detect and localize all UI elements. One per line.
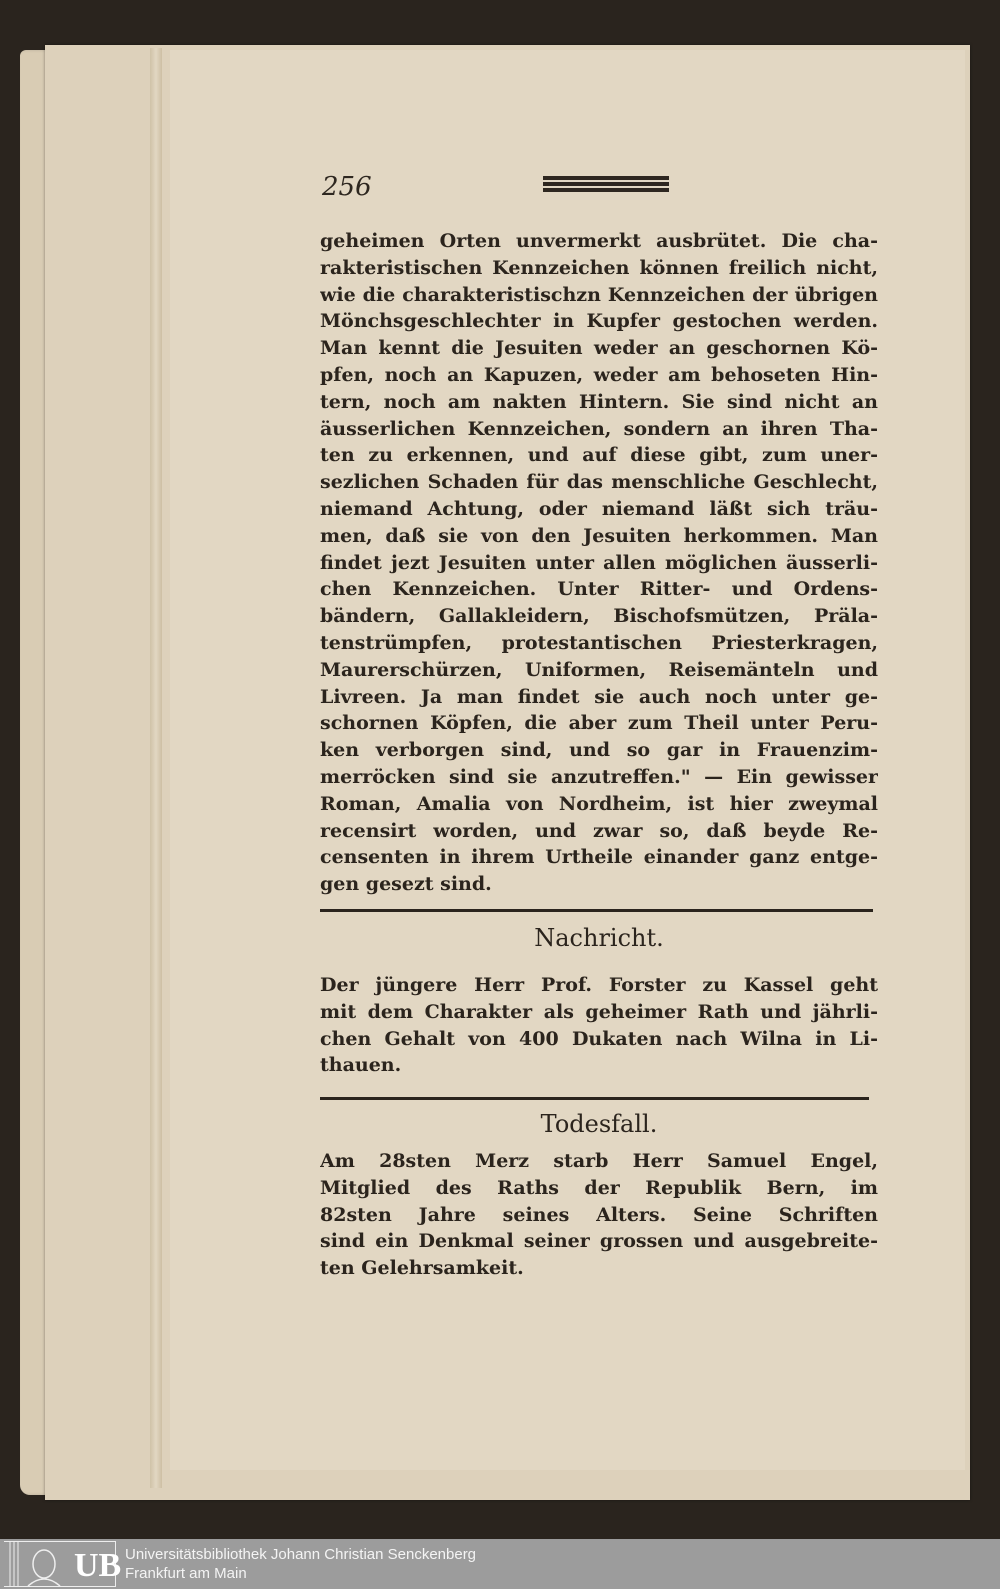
text-line: Am 28sten Merz starb Herr Samuel Engel, [320,1150,878,1172]
text-line: recensirt worden, und zwar so, daß beyde Re- [320,819,878,842]
text-line: pfen, noch an Kapuzen, weder am behoseten Hin- [320,363,878,386]
text-line: ken verborgen sind, und so gar in Frauenzim- [320,739,878,762]
library-name-line: Universitätsbibliothek Johann Christian Senckenberg [125,1546,477,1563]
body-paragraph [320,228,878,898]
text-line: sezlichen Schaden für das menschliche Geschlecht, [320,471,878,494]
text-line: tern, noch am nakten Hintern. Sie sind nicht an [320,390,878,413]
text-line: rakteristischen Kennzeichen können freilich nicht, [320,256,878,279]
text-line: tenstrümpfen, protestantischen Priesterkragen, [320,631,878,654]
text-line: chen Gehalt von 400 Dukaten nach Wilna in Li- [320,1027,878,1050]
text-line: Mitglied des Raths der Republik Bern, im [320,1176,878,1199]
section-divider [320,909,873,912]
text-line: geheimen Orten unvermerkt ausbrütet. Die cha- [320,230,878,252]
text-line: niemand Achtung, oder niemand läßt sich träu- [320,497,878,520]
text-line: Der jüngere Herr Prof. Forster zu Kassel geht [320,974,878,996]
section-heading-todesfall: Todesfall. [540,1110,658,1138]
section-heading-nachricht: Nachricht. [534,924,664,952]
text-line: chen Kennzeichen. Unter Ritter- und Ordens- [320,578,878,601]
text-line: censenten in ihrem Urtheile einander ganz entge- [320,846,878,869]
text-line: gen gesezt sind. [320,873,492,896]
header-ornament-rule [543,176,669,192]
text-line: men, daß sie von den Jesuiten herkommen. Man [320,524,878,547]
text-line: Livreen. Ja man findet sie auch noch unter ge- [320,685,878,708]
page-number: 256 [322,172,372,202]
text-line: wie die charakteristischzn Kennzeichen der übrigen [320,283,878,306]
text-line: ten Gelehrsamkeit. [320,1257,524,1280]
text-line: Mönchsgeschlechter in Kupfer gestochen werden. [320,310,878,333]
text-line: 82sten Jahre seines Alters. Seine Schriften [320,1203,878,1226]
text-line: Man kennt die Jesuiten weder an geschornen Kö- [320,337,878,360]
text-line: findet jezt Jesuiten unter allen möglichen äusserli- [320,551,878,574]
text-line: schornen Köpfen, die aber zum Theil unter Peru- [320,712,878,735]
text-line: bändern, Gallakleidern, Bischofsmützen, Präla- [320,605,878,628]
text-line: äusserlichen Kennzeichen, sondern an ihren Tha- [320,417,878,440]
library-name [125,1545,476,1583]
library-footer [0,1539,1000,1589]
todesfall-paragraph [320,1148,878,1282]
text-line: ten zu erkennen, und auf diese gibt, zum uner- [320,444,878,467]
text-line: thauen. [320,1054,402,1077]
text-line: merröcken sind sie anzutreffen." — Ein gewisser [320,765,878,788]
nachricht-paragraph [320,972,878,1079]
text-line: Maurerschürzen, Uniformen, Reisemänteln und [320,658,878,681]
ub-logo-text: UB [74,1547,122,1584]
ub-logo [4,1541,122,1587]
paper-fold [150,48,162,1488]
section-divider [320,1097,869,1100]
text-line: sind ein Denkmal seiner grossen und ausgebreite- [320,1230,878,1253]
text-line: mit dem Charakter als geheimer Rath und jährli- [320,1000,878,1023]
library-city-line: Frankfurt am Main [125,1565,247,1582]
text-line: Roman, Amalia von Nordheim, ist hier zweymal [320,792,878,815]
portrait-logo-icon [6,1542,66,1586]
